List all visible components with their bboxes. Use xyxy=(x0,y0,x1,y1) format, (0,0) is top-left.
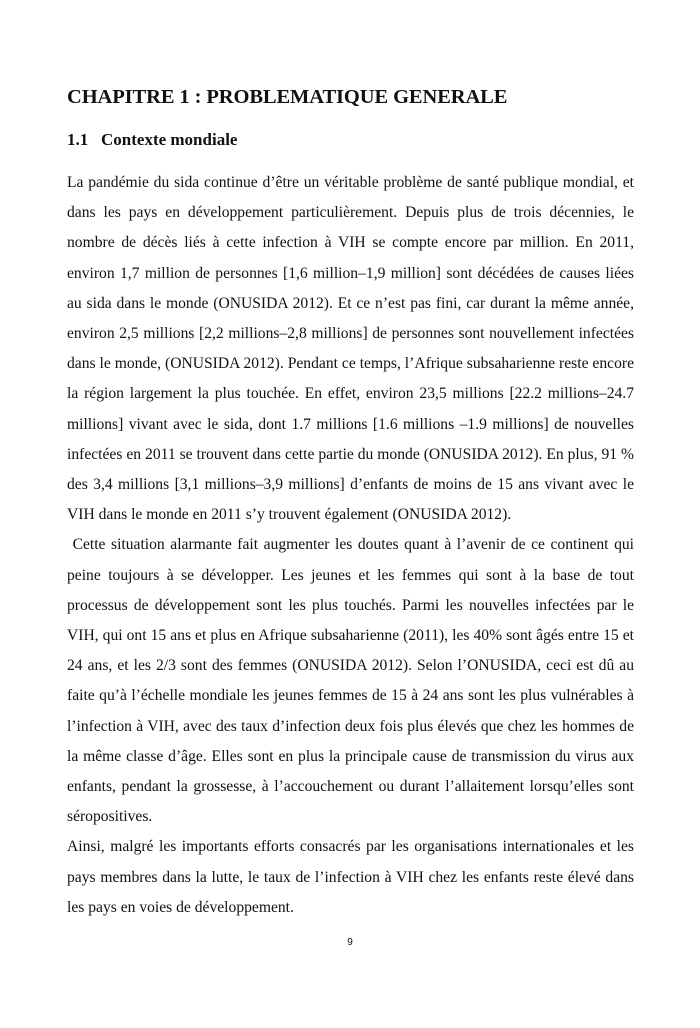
section-number: 1.1 xyxy=(67,130,89,149)
paragraph-conclusion: Ainsi, malgré les importants efforts consacrés par les organisations internationales et les pays membres dans la lutte, le taux de l’infection à VIH chez les enfants reste élevé dans les pays en voies de développement. xyxy=(67,838,634,916)
section-title: Contexte mondiale xyxy=(101,130,238,149)
paragraph-context-statistics: La pandémie du sida continue d’être un véritable problème de santé publique mondial, et dans les pays en développement particulièrement. Depuis plus de trois décennies, le nombre de décès liés à cette infection à VIH se compte encore par million. En 2011, environ 1,7 million de personnes [1,6 million–1,9 million] sont décédées de causes liées au sida dans le monde (ONUSIDA 2012). Et ce n’est pas fini, car durant la même année, environ 2,5 millions [2,2 millions–2,8 millions] de personnes sont nouvellement infectées dans le monde, (ONUSIDA 2012). Pendant ce temps, l’Afrique subsaharienne reste encore la région largement la plus touchée. En effet, environ 23,5 millions [22.2 millions–24.7 millions] vivant avec le sida, dont 1.7 millions [1.6 millions –1.9 millions] de nouvelles infectées en 2011 se trouvent dans cette partie du monde (ONUSIDA 2012). En plus, 91 % des 3,4 millions [3,1 millions–3,9 millions] d’enfants de moins de 15 ans vivant avec le VIH dans le monde en 2011 s’y trouvent également (ONUSIDA 2012). xyxy=(67,174,634,524)
chapter-title: CHAPITRE 1 : PROBLEMATIQUE GENERALE xyxy=(67,86,508,108)
body-text xyxy=(67,168,634,923)
section-heading xyxy=(67,129,237,151)
paragraph-youth-women: Cette situation alarmante fait augmenter les doutes quant à l’avenir de ce continent qui peine toujours à se développer. Les jeunes et les femmes qui sont à la base de tout processus de développement sont les plus touchés. Parmi les nouvelles infectées par le VIH, qui ont 15 ans et plus en Afrique subsaharienne (2011), les 40% sont âgés entre 15 et 24 ans, et les 2/3 sont des femmes (ONUSIDA 2012). Selon l’ONUSIDA, ceci est dû au faite qu’à l’échelle mondiale les jeunes femmes de 15 à 24 ans sont les plus vulnérables à l’infection à VIH, avec des taux d’infection deux fois plus élevés que chez les hommes de la même classe d’âge. Elles sont en plus la principale cause de transmission du virus aux enfants, pendant la grossesse, à l’accouchement ou durant l’allaitement lorsqu’elles sont séropositives. xyxy=(67,536,634,826)
page-number: 9 xyxy=(347,937,353,948)
